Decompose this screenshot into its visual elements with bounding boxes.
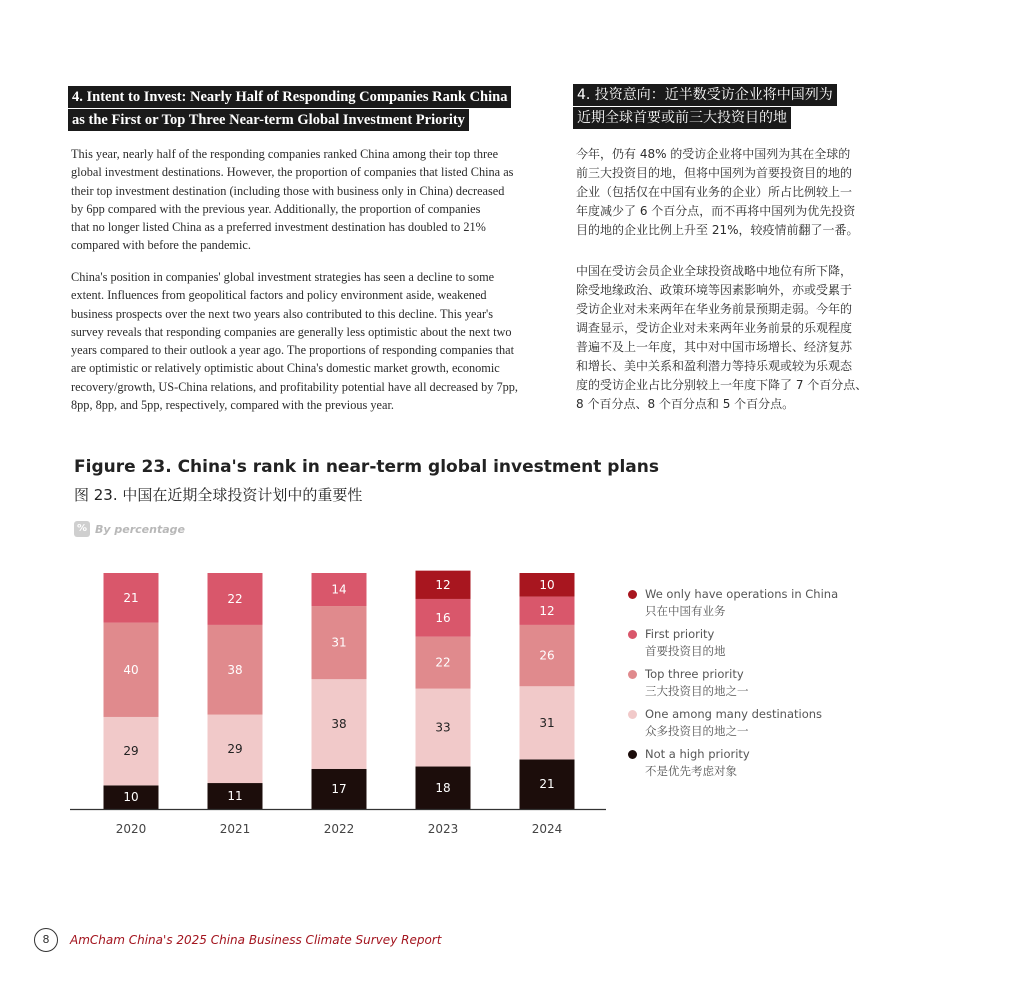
data-label: 22 (227, 591, 243, 606)
text-line: by 6pp compared with the previous year. Additionally, the proportion of companies (71, 201, 481, 216)
legend-swatch (628, 670, 637, 679)
legend-item (628, 586, 838, 619)
data-label: 29 (227, 741, 243, 756)
text-line: 今年，仍有 48% 的受访企业将中国列为其在全球的 (576, 147, 851, 161)
report-title: AmCham China's 2025 China Business Climate Survey Report (70, 933, 442, 947)
body-paragraph-en-1 (71, 145, 513, 255)
text-line: 中国在受访会员企业全球投资战略中地位有所下降， (576, 264, 853, 278)
x-tick-label: 2020 (115, 822, 147, 836)
text-line: extent. Influences from geopolitical factors and policy environment aside, weakened (71, 288, 487, 303)
data-label: 31 (539, 715, 555, 730)
text-line: This year, nearly half of the responding companies ranked China among their top three (71, 147, 499, 161)
figure-title: Figure 23. China's rank in near-term global investment plans (74, 457, 659, 477)
legend-item (628, 626, 838, 659)
x-tick-label: 2022 (323, 822, 355, 836)
legend-label-cn: 不是优先考虑对象 (645, 763, 737, 778)
percent-icon: % (74, 521, 90, 537)
text-line: are optimistic or relatively optimistic about China's domestic market growth, economic (71, 361, 500, 376)
data-label: 22 (435, 655, 451, 670)
legend-label (645, 706, 822, 739)
data-label: 26 (539, 648, 555, 663)
text-line: 年度减少了 6 个百分点，而不再将中国列为优先投资 (576, 204, 856, 218)
text-line: that no longer listed China as a preferred investment destination has doubled to 21% (71, 220, 486, 235)
data-label: 16 (435, 610, 451, 625)
text-line: 普遍不及上一年度，其中对中国市场增长、经济复苏 (576, 340, 853, 354)
data-label: 38 (331, 717, 347, 732)
text-line: business prospects over the next two years also contributed to this decline. This year's (71, 306, 494, 321)
legend-item (628, 666, 838, 699)
text-line: global investment destinations. However, the proportion of companies that listed China as (71, 165, 514, 180)
text-line: 度的受访企业占比分别较上一年度下降了 7 个百分点、 (576, 378, 868, 392)
legend-label (645, 626, 726, 659)
data-label: 11 (227, 789, 243, 804)
section-heading-cn-line-2: 近期全球首要或前三大投资目的地 (573, 107, 791, 129)
body-paragraph-en-2 (71, 268, 518, 414)
data-label: 14 (331, 582, 347, 597)
unit-label-text: By percentage (95, 522, 185, 536)
text-line: 8 个百分点、8 个百分点和 5 个百分点。 (576, 397, 795, 411)
data-label: 38 (227, 662, 243, 677)
data-label: 31 (331, 635, 347, 650)
section-heading-en-line-2: as the First or Top Three Near-term Global Investment Priority (68, 109, 469, 131)
text-line: 目的地的企业比例上升至 21%，较疫情前翻了一番。 (576, 223, 859, 237)
text-line: 调查显示，受访企业对未来两年业务前景的乐观程度 (576, 321, 853, 335)
legend-label-en: One among many destinations (645, 707, 823, 721)
data-label: 10 (123, 790, 139, 805)
body-paragraph-cn-2 (576, 262, 867, 414)
legend-swatch (628, 590, 637, 599)
page-number: 8 (34, 928, 58, 952)
unit-label (74, 521, 185, 537)
text-line: 受访企业对未来两年在华业务前景预期走弱。今年的 (576, 302, 853, 316)
section-heading-cn (573, 84, 837, 130)
x-tick-label: 2023 (427, 822, 459, 836)
legend-swatch (628, 630, 637, 639)
data-label: 12 (539, 603, 555, 618)
section-heading-cn-line-1: 4. 投资意向：近半数受访企业将中国列为 (573, 84, 837, 106)
text-line: years compared to their outlook a year ago. The proportions of responding companies that (71, 343, 515, 358)
legend-label (645, 586, 838, 619)
text-line: 前三大投资目的地，但将中国列为首要投资目的地的 (576, 166, 853, 180)
section-heading-en-line-1: 4. Intent to Invest: Nearly Half of Responding Companies Rank China (68, 86, 511, 108)
body-paragraph-cn-1 (576, 145, 859, 240)
legend-label-cn: 只在中国有业务 (645, 603, 726, 618)
x-tick-label: 2021 (219, 822, 251, 836)
text-line: 企业（包括仅在中国有业务的企业）所占比例较上一 (576, 185, 853, 199)
data-label: 21 (539, 777, 555, 792)
legend-label-en: We only have operations in China (645, 587, 839, 601)
text-line: 8pp, 8pp, and 5pp, respectively, compared with the previous year. (71, 398, 394, 413)
chart-legend (628, 586, 838, 786)
x-tick-label: 2024 (531, 822, 563, 836)
data-label: 12 (435, 577, 451, 592)
legend-item (628, 706, 838, 739)
legend-label (645, 666, 749, 699)
data-label: 21 (123, 590, 139, 605)
legend-label-en: Top three priority (645, 667, 744, 681)
data-label: 40 (123, 662, 139, 677)
data-label: 17 (331, 781, 347, 796)
text-line: compared with before the pandemic. (71, 238, 251, 253)
section-heading-en (68, 86, 511, 132)
legend-item (628, 746, 838, 779)
figure-title-cn: 图 23. 中国在近期全球投资计划中的重要性 (74, 486, 363, 504)
text-line: recovery/growth, US-China relations, and profitability potential have all decreased by 7pp, (71, 379, 518, 394)
legend-label (645, 746, 750, 779)
text-line: their top investment destination (including those with business only in China) decreased (71, 183, 505, 198)
data-label: 10 (539, 577, 555, 592)
text-line: 和增长、美中关系和盈利潜力等持乐观或较为乐观态 (576, 359, 853, 373)
data-label: 18 (435, 780, 451, 795)
legend-label-en: First priority (645, 627, 715, 641)
stacked-bar-chart (60, 560, 620, 850)
text-line: China's position in companies' global investment strategies has seen a decline to some (71, 270, 495, 284)
legend-label-cn: 三大投资目的地之一 (645, 683, 749, 698)
legend-swatch (628, 710, 637, 719)
data-label: 33 (435, 720, 451, 735)
page-footer (34, 928, 441, 952)
text-line: 除受地缘政治、政策环境等因素影响外，亦或受累于 (576, 283, 853, 297)
data-label: 29 (123, 744, 139, 759)
legend-swatch (628, 750, 637, 759)
legend-label-cn: 众多投资目的地之一 (645, 723, 749, 738)
text-line: survey reveals that responding companies are generally less optimistic about the next two (71, 324, 512, 339)
legend-label-cn: 首要投资目的地 (645, 643, 726, 658)
legend-label-en: Not a high priority (645, 747, 750, 761)
